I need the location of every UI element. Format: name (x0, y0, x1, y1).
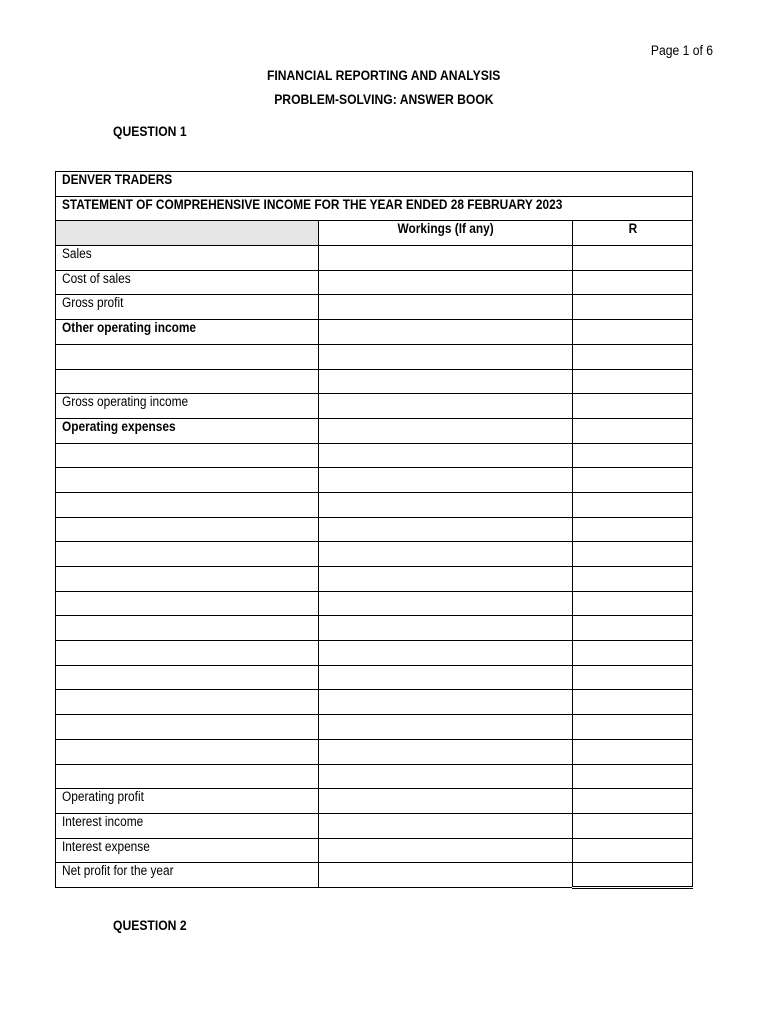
table-row (56, 418, 693, 443)
workings-cell[interactable] (318, 320, 573, 345)
table-row (56, 320, 693, 345)
row-label-cell[interactable] (56, 739, 319, 764)
workings-cell[interactable] (318, 418, 573, 443)
row-label: Other operating income (62, 320, 197, 336)
table-row (56, 394, 693, 419)
row-label-cell[interactable] (56, 764, 319, 789)
document-title (0, 68, 768, 83)
table-header-row (56, 196, 693, 221)
table-row (56, 739, 693, 764)
row-label-cell[interactable] (56, 492, 319, 517)
table-row (56, 517, 693, 542)
company-name-cell (56, 172, 693, 197)
amount-cell[interactable] (573, 764, 693, 789)
workings-cell[interactable] (318, 739, 573, 764)
table-row (56, 690, 693, 715)
income-statement-table (55, 171, 693, 889)
workings-cell[interactable] (318, 690, 573, 715)
row-label: Interest income (62, 813, 144, 829)
workings-cell[interactable] (318, 517, 573, 542)
amount-cell[interactable] (573, 863, 693, 888)
amount-cell[interactable] (573, 665, 693, 690)
row-label-cell[interactable] (56, 591, 319, 616)
row-label-cell (56, 838, 319, 863)
title-line-2: PROBLEM-SOLVING: ANSWER BOOK (274, 92, 494, 107)
workings-cell[interactable] (318, 246, 573, 271)
table-row (56, 270, 693, 295)
table-row (56, 443, 693, 468)
row-label: Gross operating income (62, 394, 189, 410)
row-label-cell (56, 394, 319, 419)
row-label-cell[interactable] (56, 641, 319, 666)
workings-cell[interactable] (318, 542, 573, 567)
table-row (56, 715, 693, 740)
row-label-cell[interactable] (56, 542, 319, 567)
amount-cell[interactable] (573, 813, 693, 838)
amount-cell[interactable] (573, 394, 693, 419)
table-row (56, 468, 693, 493)
amount-cell[interactable] (573, 715, 693, 740)
amount-cell[interactable] (573, 270, 693, 295)
table-row (56, 295, 693, 320)
workings-header: Workings (If any) (397, 221, 494, 237)
row-label-cell (56, 863, 319, 888)
workings-cell[interactable] (318, 789, 573, 814)
row-label: Sales (62, 246, 92, 262)
amount-cell[interactable] (573, 838, 693, 863)
table-row (56, 591, 693, 616)
table-row (56, 567, 693, 592)
amount-cell[interactable] (573, 690, 693, 715)
document-subtitle (0, 92, 768, 107)
amount-cell[interactable] (573, 517, 693, 542)
workings-cell[interactable] (318, 863, 573, 888)
amount-cell[interactable] (573, 320, 693, 345)
row-label-cell (56, 246, 319, 271)
row-label-cell[interactable] (56, 443, 319, 468)
amount-cell[interactable] (573, 789, 693, 814)
amount-cell[interactable] (573, 641, 693, 666)
workings-cell[interactable] (318, 641, 573, 666)
row-label-cell[interactable] (56, 690, 319, 715)
row-label-cell[interactable] (56, 715, 319, 740)
amount-cell[interactable] (573, 246, 693, 271)
row-label-cell[interactable] (56, 517, 319, 542)
workings-cell[interactable] (318, 591, 573, 616)
table-row (56, 246, 693, 271)
table-row (56, 542, 693, 567)
row-label-cell[interactable] (56, 344, 319, 369)
row-label-cell[interactable] (56, 665, 319, 690)
workings-cell[interactable] (318, 270, 573, 295)
row-label-cell (56, 270, 319, 295)
workings-cell[interactable] (318, 468, 573, 493)
row-label: Interest expense (62, 838, 150, 854)
question-1-heading: QUESTION 1 (113, 124, 187, 139)
table-row (56, 838, 693, 863)
amount-cell[interactable] (573, 542, 693, 567)
row-label-cell (56, 418, 319, 443)
column-header-row (56, 221, 693, 246)
workings-cell[interactable] (318, 344, 573, 369)
table-row (56, 863, 693, 888)
row-label-cell[interactable] (56, 616, 319, 641)
workings-cell[interactable] (318, 443, 573, 468)
table-row (56, 813, 693, 838)
row-label: Cost of sales (62, 270, 131, 286)
question-2-heading: QUESTION 2 (113, 918, 187, 933)
amount-header-cell (573, 221, 693, 246)
workings-cell[interactable] (318, 665, 573, 690)
workings-cell[interactable] (318, 567, 573, 592)
amount-cell[interactable] (573, 344, 693, 369)
workings-cell[interactable] (318, 813, 573, 838)
statement-title: STATEMENT OF COMPREHENSIVE INCOME FOR THE YEAR ENDED 28 FEBRUARY 2023 (62, 196, 563, 212)
row-label-cell[interactable] (56, 369, 319, 394)
amount-cell[interactable] (573, 369, 693, 394)
workings-cell[interactable] (318, 295, 573, 320)
amount-cell[interactable] (573, 739, 693, 764)
table-row (56, 369, 693, 394)
row-label-cell[interactable] (56, 567, 319, 592)
row-label-cell (56, 813, 319, 838)
workings-cell[interactable] (318, 715, 573, 740)
workings-cell[interactable] (318, 369, 573, 394)
row-label: Operating profit (62, 789, 144, 805)
amount-cell[interactable] (573, 418, 693, 443)
title-line-1: FINANCIAL REPORTING AND ANALYSIS (267, 68, 501, 83)
amount-cell[interactable] (573, 616, 693, 641)
header-blank-cell (56, 221, 319, 246)
row-label-cell (56, 320, 319, 345)
table-row (56, 665, 693, 690)
table-row (56, 764, 693, 789)
company-name: DENVER TRADERS (62, 172, 173, 187)
page-number: Page 1 of 6 (650, 43, 713, 58)
workings-cell[interactable] (318, 764, 573, 789)
row-label: Gross profit (62, 295, 124, 311)
statement-title-cell (56, 196, 693, 221)
amount-cell[interactable] (573, 443, 693, 468)
table-row (56, 344, 693, 369)
row-label-cell (56, 295, 319, 320)
workings-cell[interactable] (318, 616, 573, 641)
amount-cell[interactable] (573, 492, 693, 517)
table-row (56, 492, 693, 517)
amount-cell[interactable] (573, 468, 693, 493)
table-header-row (56, 172, 693, 197)
table-row (56, 616, 693, 641)
amount-cell[interactable] (573, 591, 693, 616)
row-label-cell (56, 789, 319, 814)
amount-cell[interactable] (573, 295, 693, 320)
row-label: Net profit for the year (62, 863, 174, 879)
workings-cell[interactable] (318, 838, 573, 863)
workings-cell[interactable] (318, 394, 573, 419)
amount-cell[interactable] (573, 567, 693, 592)
amount-header: R (628, 221, 637, 237)
table-row (56, 789, 693, 814)
workings-header-cell (318, 221, 573, 246)
workings-cell[interactable] (318, 492, 573, 517)
row-label-cell[interactable] (56, 468, 319, 493)
row-label: Operating expenses (62, 418, 176, 434)
table-row (56, 641, 693, 666)
